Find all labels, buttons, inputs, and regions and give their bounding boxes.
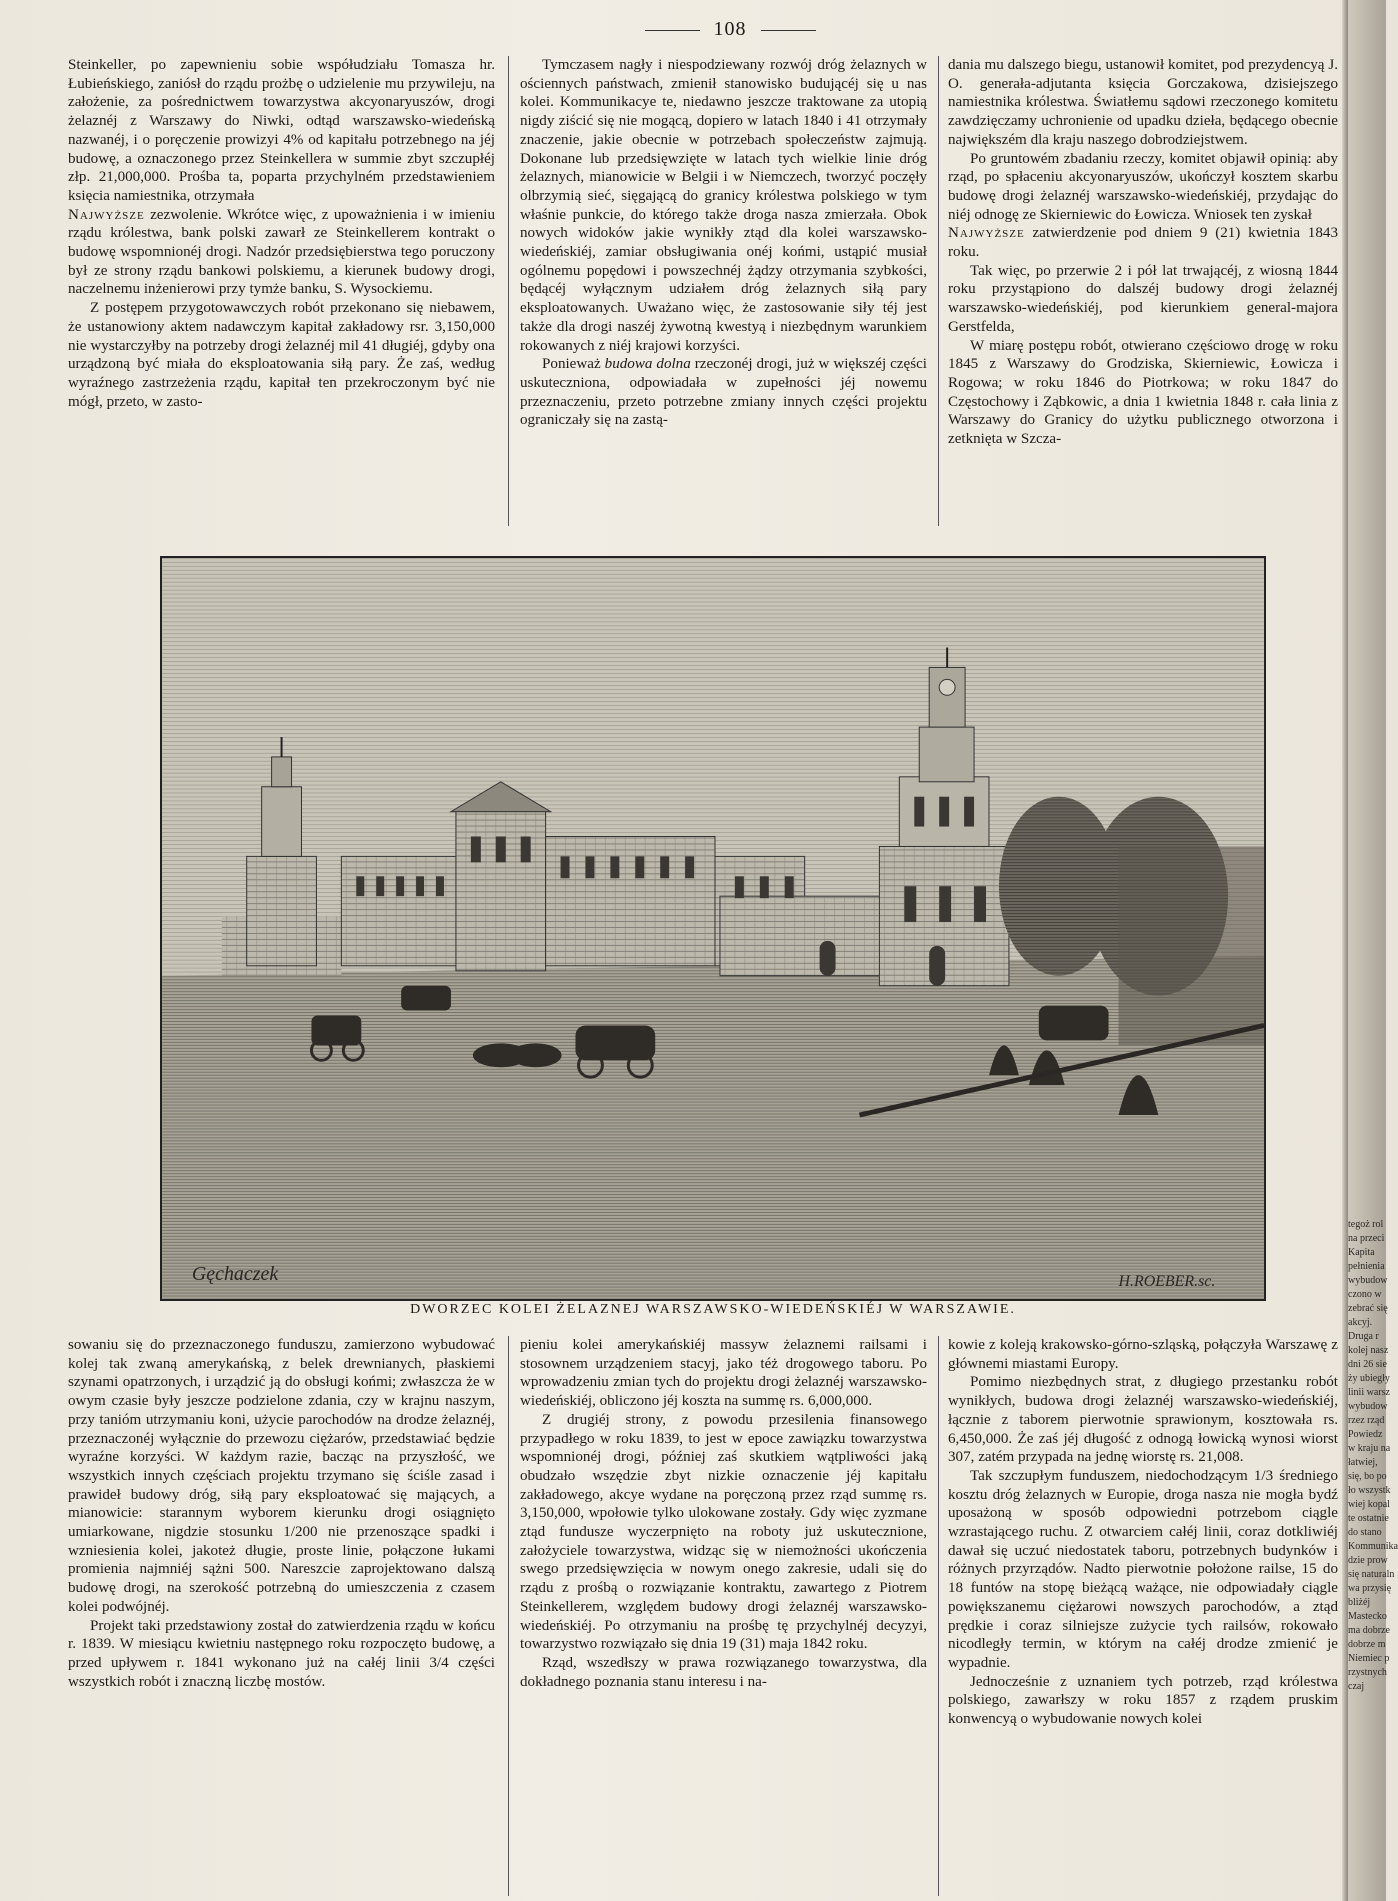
- strip-fragment: tegoż rol: [1348, 1219, 1384, 1230]
- strip-fragment: wybudow: [1348, 1275, 1388, 1286]
- paragraph: [948, 56, 1338, 150]
- paragraph: [948, 1467, 1338, 1673]
- column-rule: [508, 56, 509, 526]
- strip-fragment: kolej nasz: [1348, 1345, 1389, 1356]
- strip-fragment: łatwiej,: [1348, 1457, 1378, 1468]
- paragraph: [948, 262, 1338, 337]
- paragraph-text: Tak więc, po przerwie 2 i pół lat trwającéj, z wiosną 1844 roku przystąpiono do dalszéj budowy drogi żelaznéj warszawsko-wiedeńskiéj, pod kierunkiem general-majora Gerstfelda,: [948, 262, 1338, 335]
- paragraph: [520, 1654, 927, 1691]
- paragraph: [948, 337, 1338, 449]
- italic-phrase: budowa dolna: [604, 356, 691, 373]
- text-column-bottom-2: [520, 1336, 927, 1691]
- strip-fragment: Niemiec p: [1348, 1653, 1390, 1664]
- strip-fragment: do stano: [1348, 1527, 1382, 1538]
- strip-fragment: czaj: [1348, 1681, 1365, 1692]
- strip-fragment: czono w: [1348, 1289, 1382, 1300]
- strip-fragment: wybudow: [1348, 1401, 1388, 1412]
- column-rule: [938, 56, 939, 526]
- paragraph-text: Jednocześnie z uznaniem tych potrzeb, rząd królestwa polskiego, zawarłszy w roku 1857 z rządem pruskim konwencyą o wybudowanie nowych kolei: [948, 1673, 1338, 1728]
- page-number: [600, 18, 860, 41]
- paragraph-text: Tymczasem nagły i niespodziewany rozwój dróg żelaznych w ościennych państwach, zmienił stanowisko budującéj się u nas kolei. Kommunikacye te, niedawno jeszcze traktowane za utopią nigdy ziścić się nie mogącą, dopiero w latach 1840 i 41 otrzymały znaczenie, jakie obecnie w potrzebach społeczeństw zajmują. Dokonane lub przedsięwzięte w latach tych wielkie linie dróg żelaznych, mianowicie w Belgii i w Niemczech, tworzyć poczęły olbrzymią sieć, sięgającą do granicy królestwa polskiego w tym właśnie punkcie, do którego także droga nasza zmierzała. Obok nowych widoków jakie wynikły ztąd dla kolei warszawsko-wiedeńskiéj, zamiar obsługiwania onéj końmi, ustąpić musiał ogólnemu popędowi i powszechnéj żądzy otrzymania szybkości, będącéj wyłącznym udziałem dróg żelaznych siłą pary eksploatowanych. Uważano więc, że zastosowanie siły téj jest także dla drogi naszéj żywotną kwestyą i niezbędnym warunkiem rokowanych z niéj krajowi korzyści.: [520, 57, 927, 354]
- strip-fragment: Kapita: [1348, 1247, 1375, 1258]
- strip-fragment: Mastecko: [1348, 1611, 1387, 1622]
- adjacent-page-strip: [1348, 0, 1398, 1901]
- paragraph-text: Steinkeller, po zapewnieniu sobie współudziału Tomasza hr. Łubieńskiego, zaniósł do rządu prożbę o udzielenie mu przywileju, na założenie, za pośrednictwem towarzystwa akcyonaryuszów, drogi żelaznéj z Warszawy do Niwki, odtąd warszawsko-wiedeńską nazwanéj, i o poręczenie prowizyi 4% od kapitału potrzebnego na jéj budowę, a oznaczonego przez Steinkellera w summie zbyt szczupłéj złp. 21,000,000. Prośba ta, poparta przychylném przedstawieniem księcia namiestnika, otrzymała: [68, 57, 495, 204]
- strip-fragment: linii warsz: [1348, 1387, 1390, 1398]
- strip-fragment: ma dobrze: [1348, 1625, 1390, 1636]
- paragraph-text: Po gruntowém zbadaniu rzeczy, komitet objawił opinią: aby rząd, po spłaceniu akcyonaryuszów, ukończył kosztem skarbu budowę drogi żelaznéj warszawsko-wiedeńskiéj, przydając do niéj odnogę ze Skierniewic do Łowicza. Wniosek ten zyskał: [948, 150, 1338, 223]
- smallcaps-word: Najwyższe: [948, 225, 1025, 242]
- station-engraving: [160, 556, 1266, 1301]
- paragraph: [520, 1336, 927, 1411]
- strip-fragment: w kraju na: [1348, 1443, 1391, 1454]
- paragraph: [68, 299, 495, 411]
- paragraph: [520, 56, 927, 355]
- paragraph: [948, 1373, 1338, 1467]
- text-column-top-2: [520, 56, 927, 430]
- strip-fragment: rzystnych: [1348, 1667, 1387, 1678]
- smallcaps-word: Najwyższe: [68, 206, 145, 223]
- paragraph-text: Z postępem przygotowawczych robót przekonano się niebawem, że ustanowiony aktem nadawczym kapitał zakładowy rsr. 3,150,000 nie wystarczyłby na potrzeby drogi żelaznéj mil 41 długiéj, gdyby ona urządzoną być miała do eksploatowania siłą pary. Że zaś, według wyraźnego zastrzeżenia rządu, kapitał ten przekroczonym być nie mógł, przeto, w zasto-: [68, 300, 495, 410]
- paragraph-text: sowaniu się do przeznaczonego funduszu, zamierzono wybudować kolej tak zwaną amerykańską, z belek drewnianych, płaskiemi szynami opatrzonych, i urządzić ją do obsługi końmi; zwłaszcza że w owym czasie były jeszcze podzielone zdania, czy w krajnu naszym, przy tanióm utrzymaniu koni, użycie parochodów na drodze żelaznéj, przeznaczonéj wyłącznie do przewozu ciężarów, przedstawiać będzie wyraźne korzyści. W każdym razie, bacząc na przyszłość, we wszystkich innych częściach projektu trzymano się ściśle zasad i prawideł budowy dróg, siłą pary eksploatować się mających, a mianowicie: starannym wyborem kierunku drogi osiągnięto umiarkowane, nigdzie stosunku 1/200 nie przenoszące spadki i wzniesienia kolei, jakoteż długie, proste linie, połączone łukami promienia najmniéj sążni 500. Nareszcie zaprojektowano dalszą budowę drogi, na szerokość potrzebną do umieszczenia z czasem kolei podwójnéj.: [68, 1337, 495, 1615]
- strip-fragment: bliżéj: [1348, 1597, 1371, 1608]
- strip-fragment: wa przysię: [1348, 1583, 1392, 1594]
- paragraph-text: Z drugiéj strony, z powodu przesilenia finansowego przypadłego w roku 1839, to jest w epoce zawiązku towarzystwa wspomnionéj drogi, później zaś skutkiem wątpliwości jaką obudzało wszędzie zbyt nizkie oznaczenie jéj kapitału zakładowego, akcye wydane na poręczoną przez rząd summę rs. 3,150,000, wpołowie tylko ulokowane zostały. Gdy więc zyzmane ztąd fundusze wyczerpnięto na roboty już uskutecznione, założyciele towarzystwa, widząc się w niemożności ukończenia swego przedsięwzięcia w nowym onego zakresie, udali się do rządu z prośbą o rozwiązanie kontraktu, zawartego z Piotrem Steinkellerem, względem budowy drogi żelaznéj warszawsko-wiedeńskiéj. Po otrzymaniu na prośbę tę przychylnéj decyzyi, towarzystwo rozwiązało się dnia 19 (31) maja 1842 roku.: [520, 1411, 927, 1653]
- paragraph: [948, 224, 1338, 261]
- signature-right: H.ROEBER.sc.: [1118, 1273, 1216, 1291]
- column-rule: [508, 1336, 509, 1896]
- strip-fragment: Powiedz: [1348, 1429, 1383, 1440]
- strip-fragment: dobrze m: [1348, 1639, 1386, 1650]
- paragraph-text: Rząd, wszedłszy w prawa rozwiązanego towarzystwa, dla dokładnego poznania stanu interesu i na-: [520, 1654, 927, 1690]
- strip-fragment: się naturaln: [1348, 1569, 1395, 1580]
- strip-fragment: Druga r: [1348, 1331, 1379, 1342]
- paragraph-text: kowie z koleją krakowsko-górno-szląską, połączyła Warszawę z głównemi miastami Europy.: [948, 1337, 1338, 1372]
- text-column-bottom-1: [68, 1336, 495, 1691]
- paragraph-text: Projekt taki przedstawiony został do zatwierdzenia rządu w końcu r. 1839. W miesiącu kwietniu następnego roku rozpoczęto budowę, a przed upływem r. 1841 wykonano już na całéj linii 3/4 części wszystkich robót i znaczną liczbę mostów.: [68, 1617, 495, 1690]
- paragraph-text: rzeczonéj drogi, już w większéj części uskuteczniona, odpowiadała w zupełności jéj nowemu przeznaczeniu, przeto potrzebne zmiany innych części projektu ograniczały się na zastą-: [520, 356, 927, 429]
- strip-fragment: Kommunika: [1348, 1541, 1398, 1552]
- paragraph: [948, 150, 1338, 225]
- strip-fragment: dni 26 sie: [1348, 1359, 1387, 1370]
- strip-fragment: rzez rząd: [1348, 1415, 1385, 1426]
- paragraph-text: Ponieważ: [542, 356, 605, 373]
- strip-fragment: ło wszystk: [1348, 1485, 1391, 1496]
- paragraph: [520, 355, 927, 430]
- text-column-top-1: [68, 56, 495, 411]
- paragraph: [68, 56, 495, 206]
- page-number-rule-left: [645, 30, 700, 31]
- paragraph-text: pieniu kolei amerykańskiéj massyw żelaznemi railsami i stosownem urządzeniem stacyj, jako téż drogowego taboru. Po wprowadzeniu zmian tych do projektu drogi żelaznéj warszawsko-wiedeńskiéj, obliczono jéj koszta na summę rs. 6,000,000.: [520, 1337, 927, 1410]
- text-column-bottom-3: [948, 1336, 1338, 1729]
- illustration-caption: DWORZEC KOLEI ŻELAZNEJ WARSZAWSKO-WIEDEŃSKIÉJ W WARSZAWIE.: [410, 1302, 1016, 1317]
- paragraph-text: dania mu dalszego biegu, ustanowił komitet, pod prezydencyą J. O. generała-adjutanta księcia Gorczakowa, dzisiejszego namiestnika królestwa. Światłemu sądowi rzeczonego komitetu zawdzięczamy uchronienie od upadku dzieła, będącego obecnie największém dla kraju naszego dobrodziejstwem.: [948, 57, 1338, 148]
- paragraph: [948, 1336, 1338, 1373]
- strip-fragment: wiej kopal: [1348, 1499, 1390, 1510]
- paragraph: [948, 1673, 1338, 1729]
- strip-fragment: ży ubiegły: [1348, 1373, 1390, 1384]
- strip-fragment: akcyj.: [1348, 1317, 1373, 1328]
- strip-fragment: na przeci: [1348, 1233, 1385, 1244]
- paragraph: [520, 1411, 927, 1654]
- paragraph-text: W miarę postępu robót, otwierano częściowo drogę w roku 1845 z Warszawy do Grodziska, Skierniewic, Łowicza i Rogowa; w roku 1846 do Piotrkowa; w roku 1847 do Częstochowy i Ząbkowic, a dnia 1 kwietnia 1848 r. cała linia z Warszawy do Granicy do użytku publicznego otworzona i zetknięta w Szcza-: [948, 337, 1338, 448]
- signature-left: Gęchaczek: [191, 1263, 279, 1286]
- strip-fragment: dzie prow: [1348, 1555, 1388, 1566]
- page-number-rule-right: [761, 30, 816, 31]
- text-column-top-3: [948, 56, 1338, 449]
- column-rule: [938, 1336, 939, 1896]
- engraving-image: [162, 558, 1264, 1299]
- page-number-text: 108: [713, 18, 747, 40]
- paragraph: [68, 1617, 495, 1692]
- strip-fragment: pełnienia: [1348, 1261, 1385, 1272]
- paragraph-text: Tak szczupłym funduszem, niedochodzącym 1/3 średniego kosztu dróg żelaznych w Europie, droga nasza nie mogła bydź uposażoną w sposób odpowiedni potrzebom ciągle wzrastającego ruchu. Z otwarciem całéj linii, coraz dotkliwiéj dawał się uczuć niedostatek taboru, potrzebnych budynków i różnych przyrządów. Nadto pierwotnie położone railse, 15 do 18 funtów na stopę bieżącą ważące, nie odpowiadały ciągle powiększanemu ciężarowi nowszych parochodów, a ztąd prędkie i coraz silniejsze zużycie tych railsów, rokowało nicodległy termin, w którym na całéj drodze zmienić je wypadnie.: [948, 1467, 1338, 1671]
- paragraph: [68, 1336, 495, 1617]
- paragraph: [68, 206, 495, 300]
- strip-fragment: się, bo po: [1348, 1471, 1387, 1482]
- paragraph-text: zatwierdzenie pod dniem 9 (21) kwietnia 1843 roku.: [948, 225, 1338, 261]
- paragraph-text: zezwolenie. Wkrótce więc, z upoważnienia i w imieniu rządu królestwa, bank polski zawarł ze Steinkellerem kontrakt o budowę wspomnionéj drogi. Nadzór przedsiębierstwa tego poruczony był ze strony rządu bankowi polskiemu, a kierunek budowy drogi, naczelnemu inżenierowi przy tymże banku, S. Wysockiemu.: [68, 206, 495, 298]
- paragraph-text: Pomimo niezbędnych strat, z długiego przestanku robót wynikłych, budowa drogi żelaznéj warszawsko-wiedeńskiéj, łącznie z taborem pierwotnie sprawionym, kosztowała rs. 6,450,000. Że zaś jéj długość z odnogą łowicką wynosi wiorst 307, zatém przypada na jednę wiorstę rs. 21,008.: [948, 1374, 1338, 1466]
- strip-fragment: te ostatnie: [1348, 1513, 1389, 1524]
- strip-fragment: zebrać się: [1348, 1303, 1388, 1314]
